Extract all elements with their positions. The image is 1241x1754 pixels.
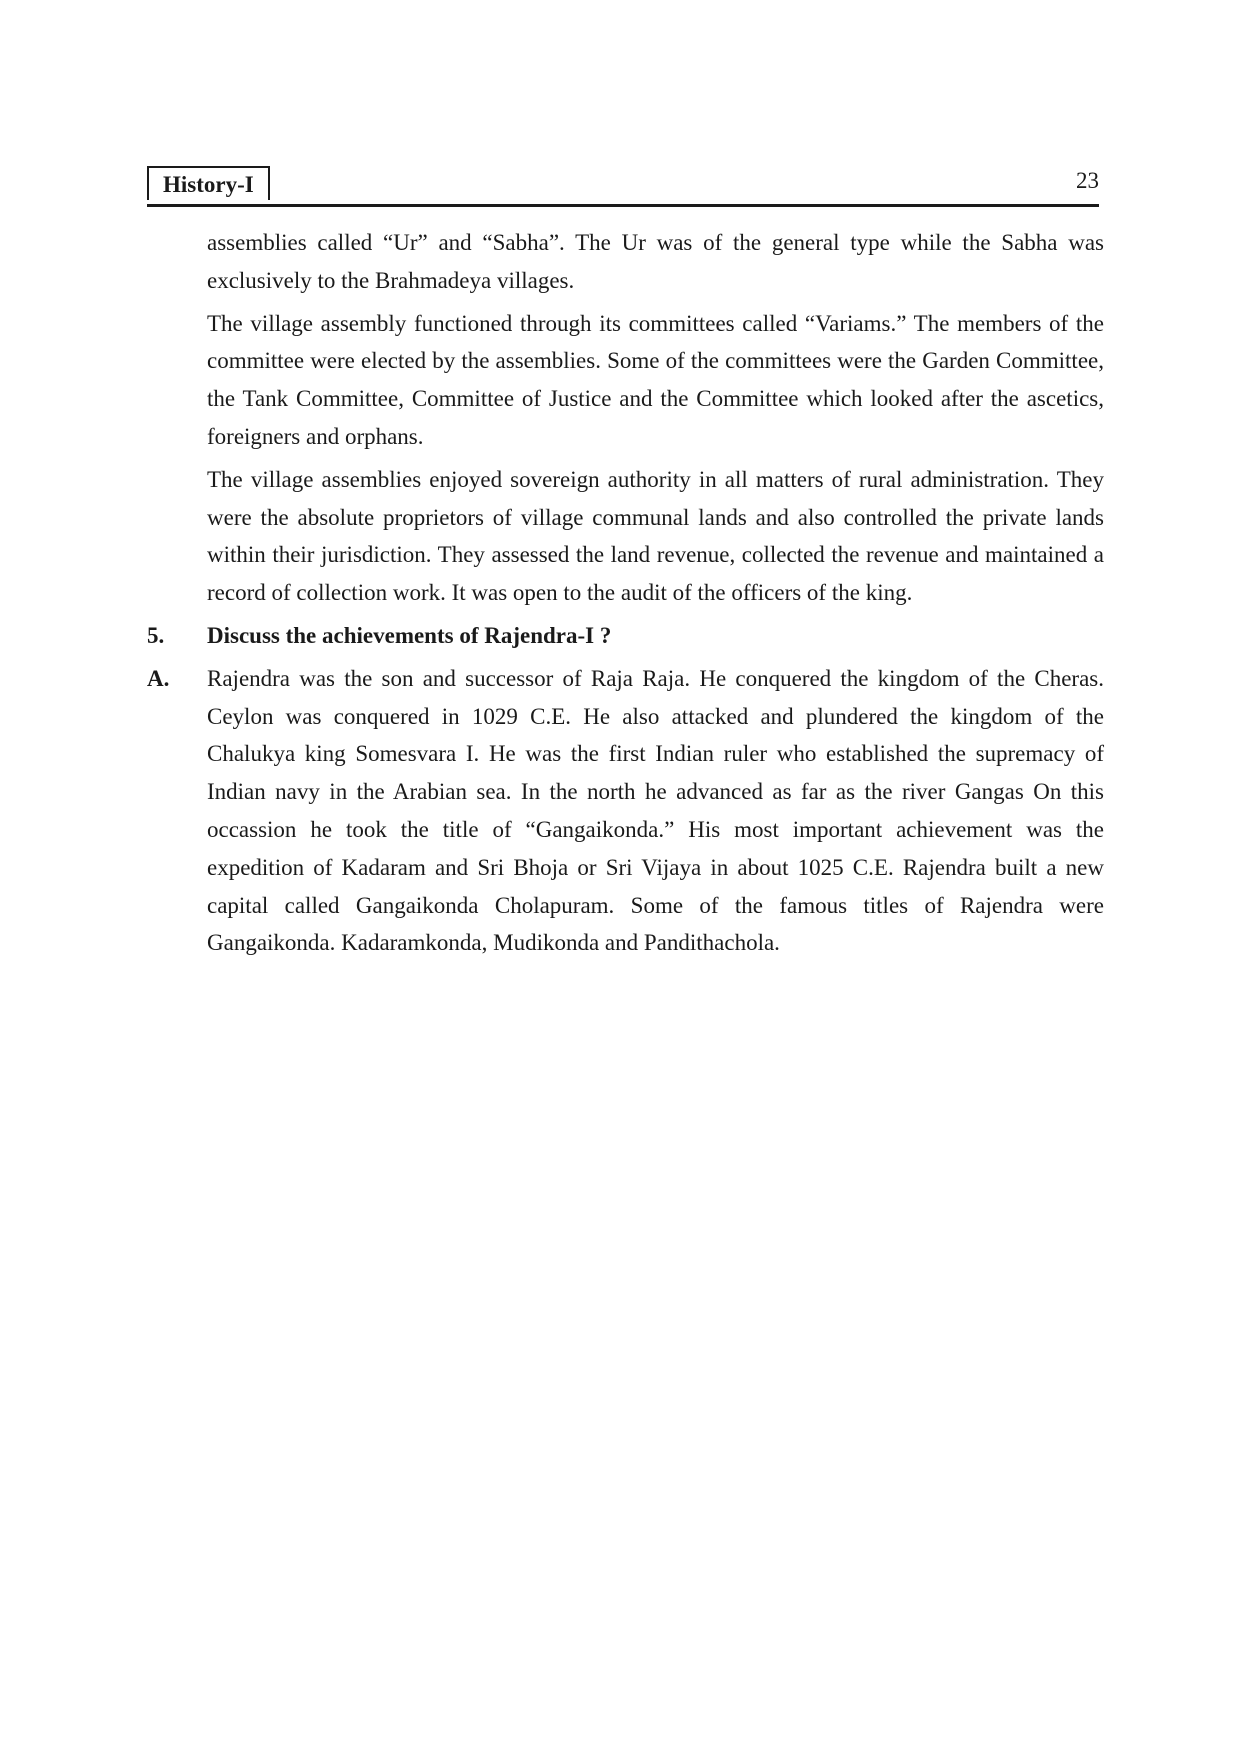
page-header [147,166,1099,207]
answer-text: Rajendra was the son and successor of Raja Raja. He conquered the kingdom of the Cheras. Ceylon was conquered in 1029 C.E. He also attacked and plundered the kingdom of the Chalukya king Somesvara I. He was the first Indian ruler who established the supremacy of Indian navy in the Arabian sea. In the north he advanced as far as the river Gangas On this occassion he took the title of “Gangaikonda.” His most important achievement was the expedition of Kadaram and Sri Bhoja or Sri Vijaya in about 1025 C.E. Rajendra built a new capital called Gangaikonda Cholapuram. Some of the famous titles of Rajendra were Gangaikonda. Kadaramkonda, Mudikonda and Pandithachola. [207,665,1104,956]
header-title-box: History-I [147,166,270,200]
question-number: 5. [147,622,165,648]
paragraph-sovereign-authority: The village assemblies enjoyed sovereign authority in all matters of rural administration. They were the absolute proprietors of village communal lands and also controlled the private lands within their jurisdiction. They assessed the land revenue, collected the revenue and maintained a record of collection work. It was open to the audit of the officers of the king. [207,466,1104,606]
answer-marker: A. [147,665,170,691]
page-content [147,224,1104,967]
paragraph-assemblies: assemblies called “Ur” and “Sabha”. The Ur was of the general type while the Sabha was exclusively to the Brahmadeya villages. [207,230,1104,293]
question-block [147,617,1104,655]
question-text: Discuss the achievements of Rajendra-I ? [207,622,612,648]
answer-block [147,660,1104,962]
page-number: 23 [1076,168,1099,193]
paragraph-committees: The village assembly functioned through its committees called “Variams.” The members of the committee were elected by the assemblies. Some of the committees were the Garden Committee, the Tank Committee, Committee of Justice and the Committee which looked after the ascetics, foreigners and orphans. [207,310,1104,449]
